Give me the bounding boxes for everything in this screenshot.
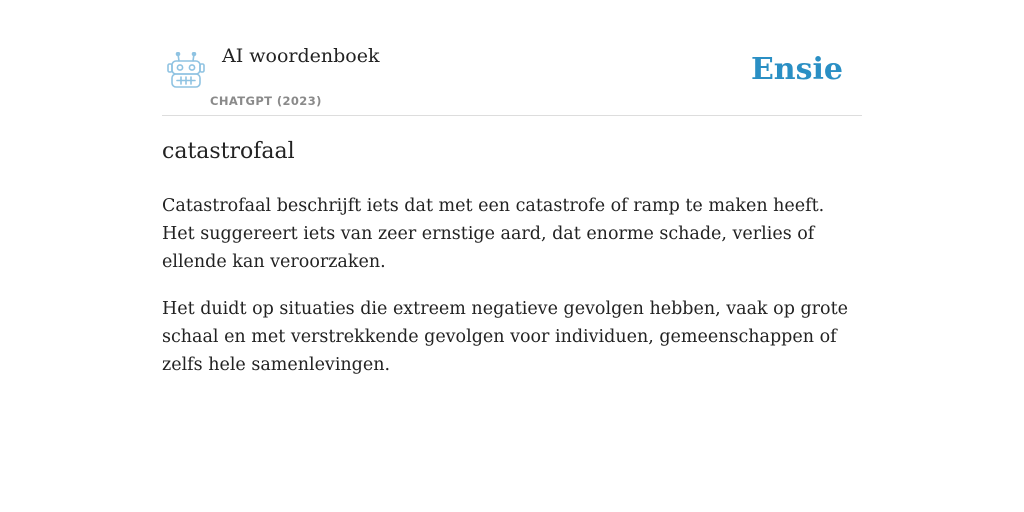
source-title[interactable]: AI woordenboek [222, 45, 380, 67]
entry-definition [162, 192, 862, 398]
entry-term: catastrofaal [162, 139, 295, 164]
definition-paragraph: Catastrofaal beschrijft iets dat met een catastrofe of ramp te maken heeft. Het suggereert iets van zeer ernstige aard, dat enorme schade, verlies of ellende kan veroorzaken. [162, 196, 825, 272]
robot-icon [166, 52, 206, 90]
entry-header [162, 0, 862, 116]
definition-paragraph: Het duidt op situaties die extreem negatieve gevolgen hebben, vaak op grote schaal en met verstrekkende gevolgen voor individuen, gemeenschappen of zelfs hele samenlevingen. [162, 299, 848, 375]
dictionary-entry-card [162, 0, 862, 512]
ensie-logo[interactable]: Ensie [750, 52, 843, 87]
source-meta: CHATGPT (2023) [210, 94, 322, 108]
